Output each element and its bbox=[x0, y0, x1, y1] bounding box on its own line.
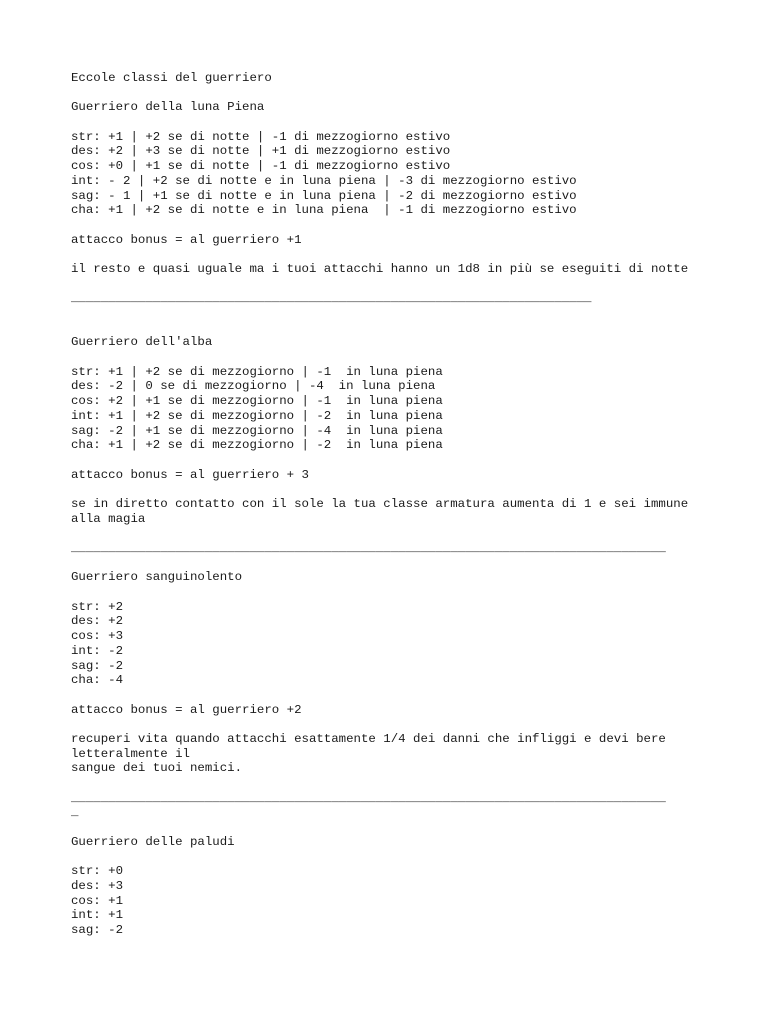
stat-line: int: +1 bbox=[71, 908, 124, 923]
section-description: letteralmente il bbox=[71, 746, 190, 761]
stat-line: str: +0 bbox=[71, 864, 124, 879]
stat-line: des: -2 | 0 se di mezzogiorno | -4 in luna piena bbox=[71, 379, 436, 394]
stat-line: str: +2 bbox=[71, 599, 124, 614]
section-heading-luna-piena: Guerriero della luna Piena bbox=[71, 100, 265, 115]
stat-list-sanguinolento bbox=[71, 600, 701, 688]
stat-list-alba bbox=[71, 365, 701, 453]
attack-bonus: attacco bonus = al guerriero +1 bbox=[71, 232, 302, 247]
stat-line: sag: -2 bbox=[71, 658, 124, 673]
stat-line: cha: -4 bbox=[71, 673, 124, 688]
document-page bbox=[71, 71, 701, 938]
stat-line: cos: +1 bbox=[71, 893, 124, 908]
section-heading-paludi: Guerriero delle paludi bbox=[71, 834, 235, 849]
section-heading-alba: Guerriero dell'alba bbox=[71, 335, 213, 350]
section-separator: _ bbox=[71, 805, 79, 820]
stat-line: cos: +0 | +1 se di notte | -1 di mezzogiorno estivo bbox=[71, 159, 451, 174]
stat-line: sag: -2 | +1 se di mezzogiorno | -4 in luna piena bbox=[71, 423, 443, 438]
stat-line: int: - 2 | +2 se di notte e in luna piena | -3 di mezzogiorno estivo bbox=[71, 173, 577, 188]
stat-line: str: +1 | +2 se di notte | -1 di mezzogiorno estivo bbox=[71, 129, 451, 144]
section-separator: ______________________________________________________________________ bbox=[71, 291, 592, 306]
section-description: recuperi vita quando attacchi esattamente 1/4 dei danni che infliggi e devi bere bbox=[71, 731, 666, 746]
section-heading-sanguinolento: Guerriero sanguinolento bbox=[71, 570, 243, 585]
stat-line: des: +2 | +3 se di notte | +1 di mezzogiorno estivo bbox=[71, 144, 451, 159]
stat-line: int: -2 bbox=[71, 643, 124, 658]
attack-bonus: attacco bonus = al guerriero + 3 bbox=[71, 467, 309, 482]
stat-list-paludi bbox=[71, 864, 701, 937]
stat-line: cha: +1 | +2 se di notte e in luna piena | -1 di mezzogiorno estivo bbox=[71, 203, 577, 218]
stat-line: sag: - 1 | +1 se di notte e in luna piena | -2 di mezzogiorno estivo bbox=[71, 188, 577, 203]
stat-line: cha: +1 | +2 se di mezzogiorno | -2 in luna piena bbox=[71, 438, 443, 453]
section-description: se in diretto contatto con il sole la tua classe armatura aumenta di 1 e sei immune bbox=[71, 496, 689, 511]
stat-line: str: +1 | +2 se di mezzogiorno | -1 in luna piena bbox=[71, 364, 443, 379]
stat-line: cos: +3 bbox=[71, 629, 124, 644]
section-description: sangue dei tuoi nemici. bbox=[71, 761, 243, 776]
section-description: alla magia bbox=[71, 511, 146, 526]
stat-line: sag: -2 bbox=[71, 922, 124, 937]
stat-line: int: +1 | +2 se di mezzogiorno | -2 in luna piena bbox=[71, 408, 443, 423]
section-description: il resto e quasi uguale ma i tuoi attacchi hanno un 1d8 in più se eseguiti di notte bbox=[71, 261, 689, 276]
stat-list-luna-piena bbox=[71, 130, 701, 218]
attack-bonus: attacco bonus = al guerriero +2 bbox=[71, 702, 302, 717]
section-separator: ________________________________________________________________________________ bbox=[71, 541, 666, 555]
document-title: Eccole classi del guerriero bbox=[71, 71, 272, 85]
stat-line: des: +2 bbox=[71, 614, 124, 629]
section-separator: ________________________________________________________________________________ bbox=[71, 790, 666, 805]
stat-line: des: +3 bbox=[71, 878, 124, 893]
stat-line: cos: +2 | +1 se di mezzogiorno | -1 in luna piena bbox=[71, 394, 443, 409]
